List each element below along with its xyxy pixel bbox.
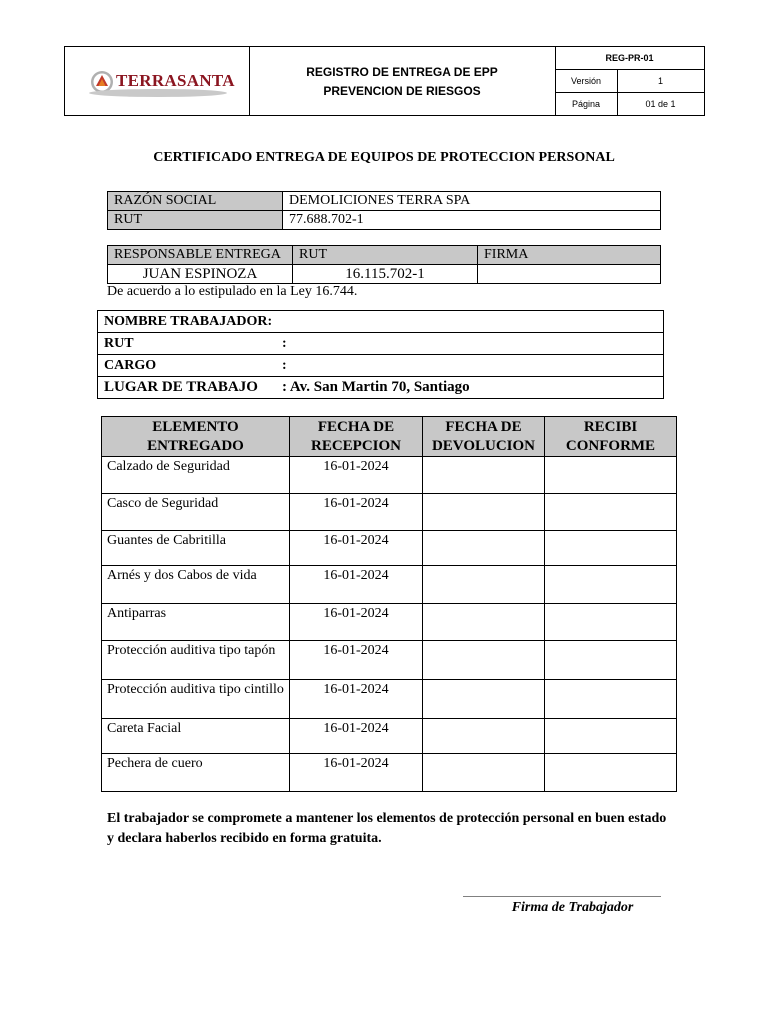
- header-title-line1: REGISTRO DE ENTREGA DE EPP: [306, 65, 498, 79]
- reception-date-cell: 16-01-2024: [290, 680, 423, 719]
- item-cell: Guantes de Cabritilla: [102, 531, 290, 566]
- version-value: 1: [657, 76, 663, 86]
- return-date-cell: [423, 641, 545, 680]
- logo-text: TERRASANTA: [116, 71, 235, 90]
- received-ok-cell: [545, 680, 677, 719]
- return-date-cell: [423, 457, 545, 494]
- epp-items-table: [101, 416, 677, 792]
- reception-date-cell: 16-01-2024: [290, 754, 423, 792]
- law-text: De acuerdo a lo estipulado en la Ley 16.744.: [107, 284, 358, 299]
- item-cell: Antiparras: [102, 604, 290, 641]
- header-title-line2: PREVENCION DE RIESGOS: [323, 84, 481, 98]
- item-cell: Arnés y dos Cabos de vida: [102, 566, 290, 604]
- col-devolucion-header: FECHA DE DEVOLUCION: [423, 417, 545, 457]
- worker-rut-row: [98, 333, 664, 355]
- header-code-block: [555, 47, 704, 115]
- worker-lugar-row: [98, 377, 664, 399]
- worker-rut-separator: :: [282, 336, 287, 351]
- worker-cargo-separator: :: [282, 358, 287, 373]
- document-header: [64, 46, 705, 116]
- received-ok-cell: [545, 604, 677, 641]
- col-conforme-header: RECIBI CONFORME: [545, 417, 677, 457]
- table-row: [102, 604, 677, 641]
- document-code: REG-PR-01: [605, 53, 654, 63]
- company-rut-label: RUT: [108, 211, 283, 230]
- responsible-table: [107, 245, 661, 284]
- reception-date-cell: 16-01-2024: [290, 641, 423, 680]
- table-row: [102, 494, 677, 531]
- received-ok-cell: [545, 641, 677, 680]
- firma-col-header: FIRMA: [478, 246, 661, 265]
- header-title: [249, 47, 556, 115]
- reception-date-cell: 16-01-2024: [290, 719, 423, 754]
- worker-cargo-row: [98, 355, 664, 377]
- worker-lugar-value: : Av. San Martin 70, Santiago: [282, 379, 470, 395]
- return-date-cell: [423, 680, 545, 719]
- table-row: [102, 680, 677, 719]
- company-table: [107, 191, 661, 230]
- page-value: 01 de 1: [645, 99, 676, 109]
- item-cell: Careta Facial: [102, 719, 290, 754]
- table-row: [102, 754, 677, 792]
- worker-table: [97, 310, 664, 399]
- return-date-cell: [423, 754, 545, 792]
- item-cell: Casco de Seguridad: [102, 494, 290, 531]
- razon-social-label: RAZÓN SOCIAL: [108, 192, 283, 211]
- return-date-cell: [423, 566, 545, 604]
- return-date-cell: [423, 719, 545, 754]
- table-row: [102, 641, 677, 680]
- declaration-text: El trabajador se compromete a mantener los elementos de protección personal en buen estado y declara haberlos recibido en forma gratuita.: [107, 811, 667, 846]
- signature-label: Firma de Trabajador: [511, 900, 634, 915]
- return-date-cell: [423, 531, 545, 566]
- table-row: [102, 531, 677, 566]
- return-date-cell: [423, 494, 545, 531]
- page-label: Página: [555, 93, 618, 115]
- item-cell: Protección auditiva tipo tapón: [102, 641, 290, 680]
- company-rut-value: 77.688.702-1: [283, 211, 661, 230]
- return-date-cell: [423, 604, 545, 641]
- worker-rut-label: RUT: [104, 336, 134, 351]
- worker-name-label: NOMBRE TRABAJADOR:: [98, 311, 664, 333]
- certificate-title: CERTIFICADO ENTREGA DE EQUIPOS DE PROTECCION PERSONAL: [153, 150, 615, 165]
- received-ok-cell: [545, 566, 677, 604]
- responsible-firma: [478, 265, 661, 284]
- col-elemento-header: ELEMENTO ENTREGADO: [102, 417, 290, 457]
- received-ok-cell: [545, 494, 677, 531]
- responsible-name: JUAN ESPINOZA: [108, 265, 293, 284]
- item-cell: Pechera de cuero: [102, 754, 290, 792]
- worker-cargo-label: CARGO: [104, 358, 157, 373]
- received-ok-cell: [545, 531, 677, 566]
- reception-date-cell: 16-01-2024: [290, 604, 423, 641]
- responsible-rut-col-header: RUT: [293, 246, 478, 265]
- version-label: Versión: [555, 70, 618, 92]
- worker-lugar-label: LUGAR DE TRABAJO: [104, 379, 258, 395]
- reception-date-cell: 16-01-2024: [290, 457, 423, 494]
- reception-date-cell: 16-01-2024: [290, 566, 423, 604]
- table-row: [102, 457, 677, 494]
- responsible-rut: 16.115.702-1: [293, 265, 478, 284]
- received-ok-cell: [545, 754, 677, 792]
- reception-date-cell: 16-01-2024: [290, 494, 423, 531]
- table-row: [102, 719, 677, 754]
- item-cell: Calzado de Seguridad: [102, 457, 290, 494]
- reception-date-cell: 16-01-2024: [290, 531, 423, 566]
- company-logo: [89, 65, 235, 99]
- col-recepcion-header: FECHA DE RECEPCION: [290, 417, 423, 457]
- table-row: [102, 566, 677, 604]
- received-ok-cell: [545, 457, 677, 494]
- received-ok-cell: [545, 719, 677, 754]
- signature-line: [463, 896, 661, 897]
- logo-cell: [65, 47, 250, 115]
- item-cell: Protección auditiva tipo cintillo: [102, 680, 290, 719]
- responsible-col-header: RESPONSABLE ENTREGA: [108, 246, 293, 265]
- razon-social-value: DEMOLICIONES TERRA SPA: [283, 192, 661, 211]
